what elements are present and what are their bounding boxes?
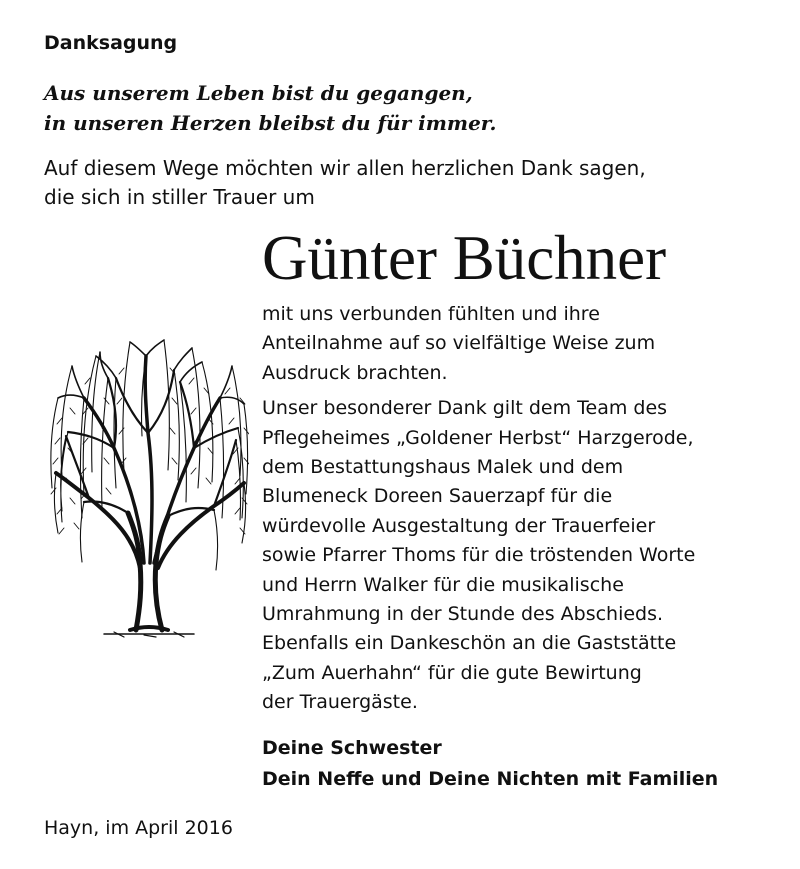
body-line: mit uns verbunden fühlten und ihre (262, 303, 600, 325)
body-line: Ausdruck brachten. (262, 361, 448, 384)
weeping-tree-icon (44, 338, 249, 638)
motto-line: in unseren Herzen bleibst du für immer. (44, 111, 497, 135)
signature-line: Dein Neffe und Deine Nichten mit Familien (262, 768, 719, 790)
motto (44, 78, 784, 138)
intro-line: die sich in stiller Trauer um (44, 185, 315, 209)
body-line: Umrahmung in der Stunde des Abschieds. (262, 603, 664, 626)
signature (262, 733, 782, 795)
body-line: Unser besonderer Dank gilt dem Team des (262, 397, 668, 420)
body-line: „Zum Auerhahn“ für die gute Bewirtung (262, 661, 642, 684)
place-date: Hayn, im April 2016 (44, 817, 233, 839)
intro-line: Auf diesem Wege möchten wir allen herzlichen Dank sagen, (44, 156, 646, 180)
thanks-body (262, 300, 782, 718)
intro-text (44, 154, 784, 212)
body-line: dem Bestattungshaus Malek und dem (262, 456, 624, 479)
deceased-name: Günter Büchner (262, 223, 667, 293)
notice-heading: Danksagung (44, 32, 178, 54)
body-line: und Herrn Walker für die musikalische (262, 573, 624, 596)
body-line: Pflegeheimes „Goldener Herbst“ Harzgerode, (262, 426, 694, 449)
body-line: sowie Pfarrer Thoms für die tröstenden Worte (262, 544, 696, 567)
signature-line: Deine Schwester (262, 737, 442, 759)
body-line: Blumeneck Doreen Sauerzapf für die (262, 485, 613, 508)
motto-line: Aus unserem Leben bist du gegangen, (44, 81, 473, 105)
body-line: würdevolle Ausgestaltung der Trauerfeier (262, 514, 656, 537)
body-line: Ebenfalls ein Dankeschön an die Gaststätte (262, 632, 677, 655)
body-line: Anteilnahme auf so vielfältige Weise zum (262, 332, 656, 355)
body-line: der Trauergäste. (262, 691, 418, 714)
